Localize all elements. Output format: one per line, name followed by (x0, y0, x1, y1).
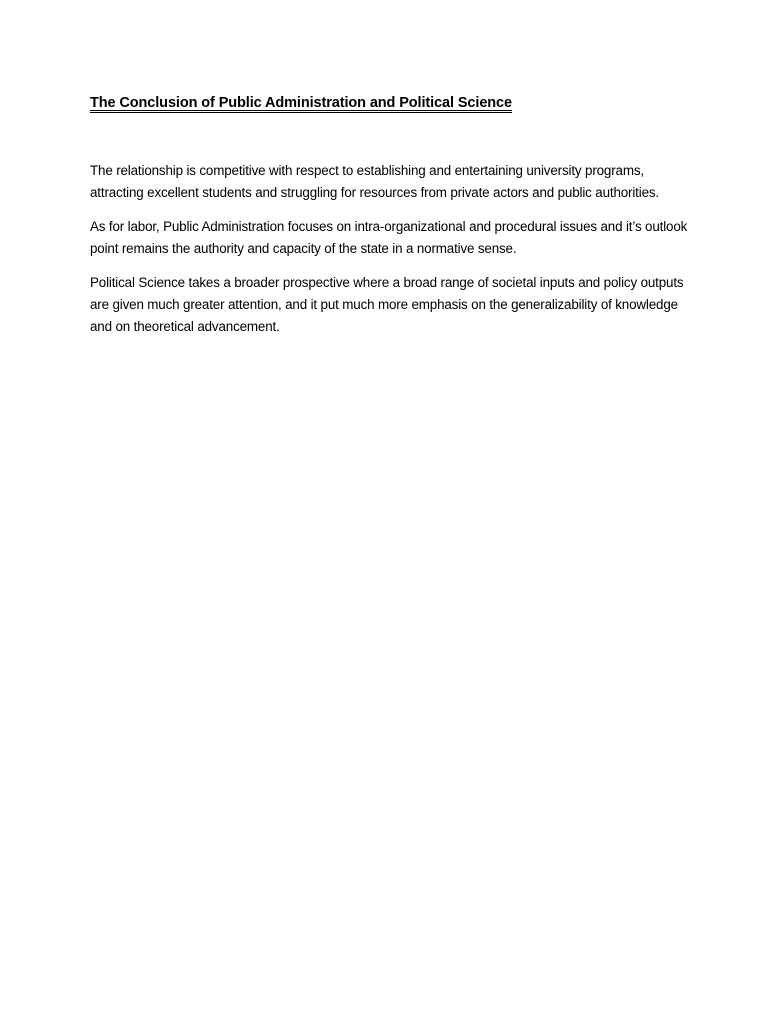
paragraph-1: The relationship is competitive with respect to establishing and entertaining university programs, attracting excellent students and struggling for resources from private actors and public authorities. (90, 163, 659, 200)
paragraph-2: As for labor, Public Administration focuses on intra-organizational and procedural issues and it’s outlook point remains the authority and capacity of the state in a normative sense. (90, 219, 688, 256)
paragraph-3: Political Science takes a broader prospective where a broad range of societal inputs and policy outputs are given much greater attention, and it put much more emphasis on the generalizability of knowledge and on theoretical advancement. (90, 275, 684, 334)
document-content (90, 92, 690, 350)
document-title: The Conclusion of Public Administration and Political Science (90, 95, 512, 111)
document-body (90, 160, 690, 338)
